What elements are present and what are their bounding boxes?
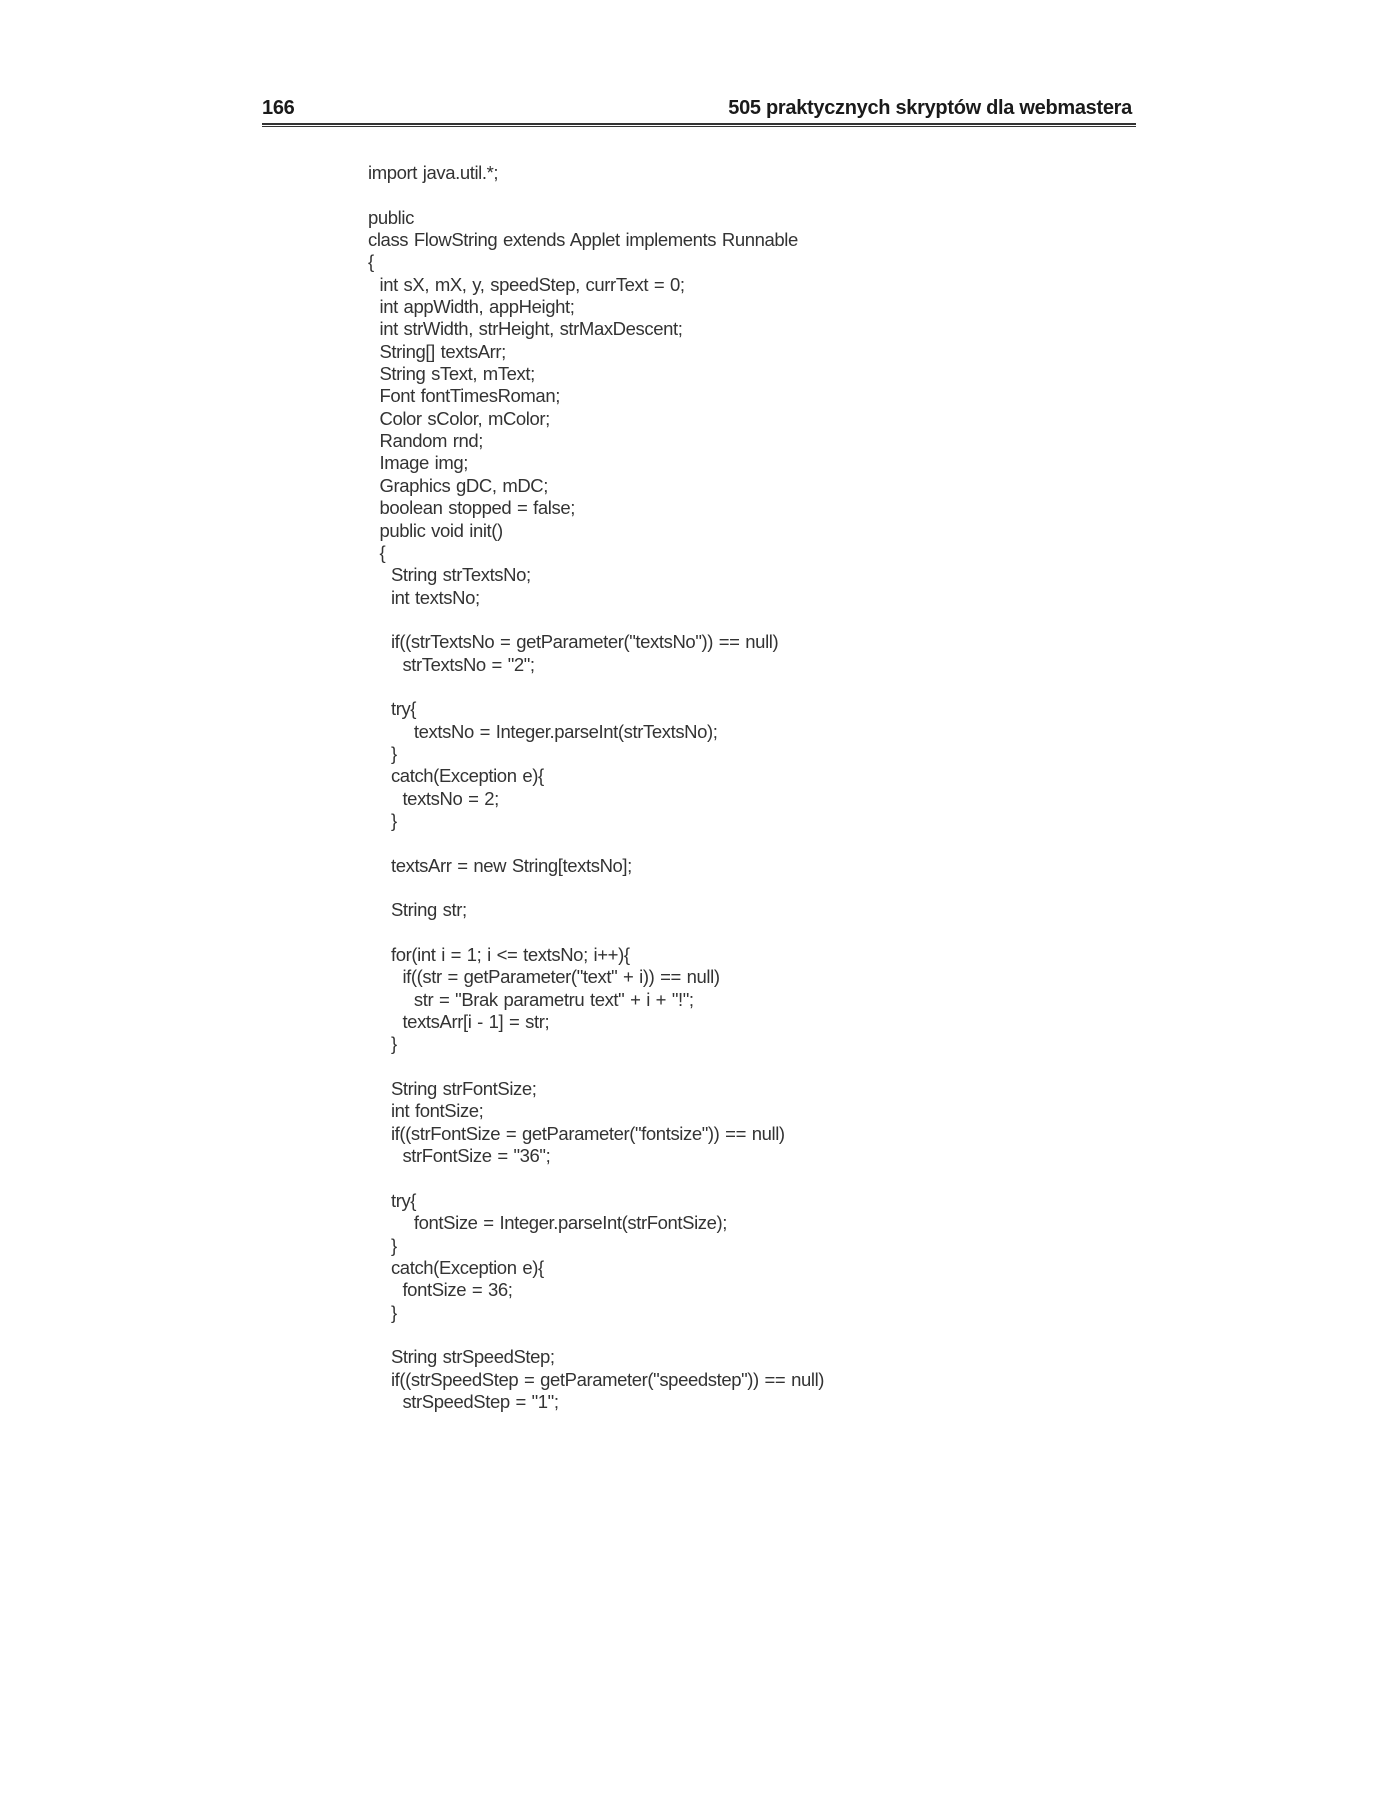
code-line: int appWidth, appHeight; xyxy=(368,296,575,318)
code-line: Random rnd; xyxy=(368,430,484,452)
code-line: textsNo = Integer.parseInt(strTextsNo); xyxy=(368,720,718,742)
code-line: Font fontTimesRoman; xyxy=(368,385,560,407)
code-line: } xyxy=(368,742,397,764)
code-line: catch(Exception e){ xyxy=(368,765,544,787)
code-line: String str; xyxy=(368,899,467,921)
code-line: { xyxy=(368,251,374,273)
code-line: catch(Exception e){ xyxy=(368,1256,544,1278)
code-line: boolean stopped = false; xyxy=(368,497,575,519)
code-line: } xyxy=(368,1033,397,1055)
code-line: String strTextsNo; xyxy=(368,564,531,586)
code-line: try{ xyxy=(368,1189,417,1211)
code-line: Graphics gDC, mDC; xyxy=(368,474,549,496)
code-line: } xyxy=(368,1301,397,1323)
code-line: } xyxy=(368,809,397,831)
code-line: Image img; xyxy=(368,452,468,474)
header-rule xyxy=(262,123,1136,127)
code-line: if((strFontSize = getParameter("fontsize")) == null) xyxy=(368,1122,785,1144)
code-line: String sText, mText; xyxy=(368,363,535,385)
code-line xyxy=(368,832,1088,854)
code-line: strFontSize = "36"; xyxy=(368,1145,551,1167)
code-line: String[] textsArr; xyxy=(368,340,506,362)
code-line xyxy=(368,1324,1088,1346)
code-line: str = "Brak parametru text" + i + "!"; xyxy=(368,988,694,1010)
code-line: import java.util.*; xyxy=(368,162,499,183)
code-line: } xyxy=(368,1234,397,1256)
code-line xyxy=(368,184,1088,206)
code-line: int fontSize; xyxy=(368,1100,484,1122)
code-line: String strSpeedStep; xyxy=(368,1346,555,1368)
code-line xyxy=(368,1056,1088,1078)
code-line: try{ xyxy=(368,698,417,720)
code-line xyxy=(368,1167,1088,1189)
code-line: fontSize = 36; xyxy=(368,1279,513,1301)
code-line xyxy=(368,922,1088,944)
code-line: textsArr = new String[textsNo]; xyxy=(368,854,632,876)
code-line: textsNo = 2; xyxy=(368,787,499,809)
code-line: int sX, mX, y, speedStep, currText = 0; xyxy=(368,273,685,295)
code-line xyxy=(368,676,1088,698)
code-line: fontSize = Integer.parseInt(strFontSize); xyxy=(368,1212,728,1234)
code-line xyxy=(368,609,1088,631)
code-line: Color sColor, mColor; xyxy=(368,407,550,429)
code-line: public void init() xyxy=(368,519,503,541)
code-line: if((str = getParameter("text" + i)) == null) xyxy=(368,966,720,988)
code-line: String strFontSize; xyxy=(368,1078,537,1100)
page-number: 166 xyxy=(262,97,295,119)
code-line: strTextsNo = "2"; xyxy=(368,653,535,675)
code-listing xyxy=(368,162,1088,1413)
code-line: strSpeedStep = "1"; xyxy=(368,1390,559,1412)
code-line: public xyxy=(368,206,414,228)
code-line: int textsNo; xyxy=(368,586,480,608)
code-line: if((strSpeedStep = getParameter("speedstep")) == null) xyxy=(368,1368,825,1390)
book-title: 505 praktycznych skryptów dla webmastera xyxy=(728,97,1132,119)
code-line: int strWidth, strHeight, strMaxDescent; xyxy=(368,318,683,340)
page-header xyxy=(262,96,1136,126)
code-line xyxy=(368,877,1088,899)
code-line: if((strTextsNo = getParameter("textsNo")) == null) xyxy=(368,631,779,653)
code-line: { xyxy=(368,541,386,563)
code-line: for(int i = 1; i <= textsNo; i++){ xyxy=(368,944,630,966)
code-line: textsArr[i - 1] = str; xyxy=(368,1011,550,1033)
code-line: class FlowString extends Applet implements Runnable xyxy=(368,229,798,251)
